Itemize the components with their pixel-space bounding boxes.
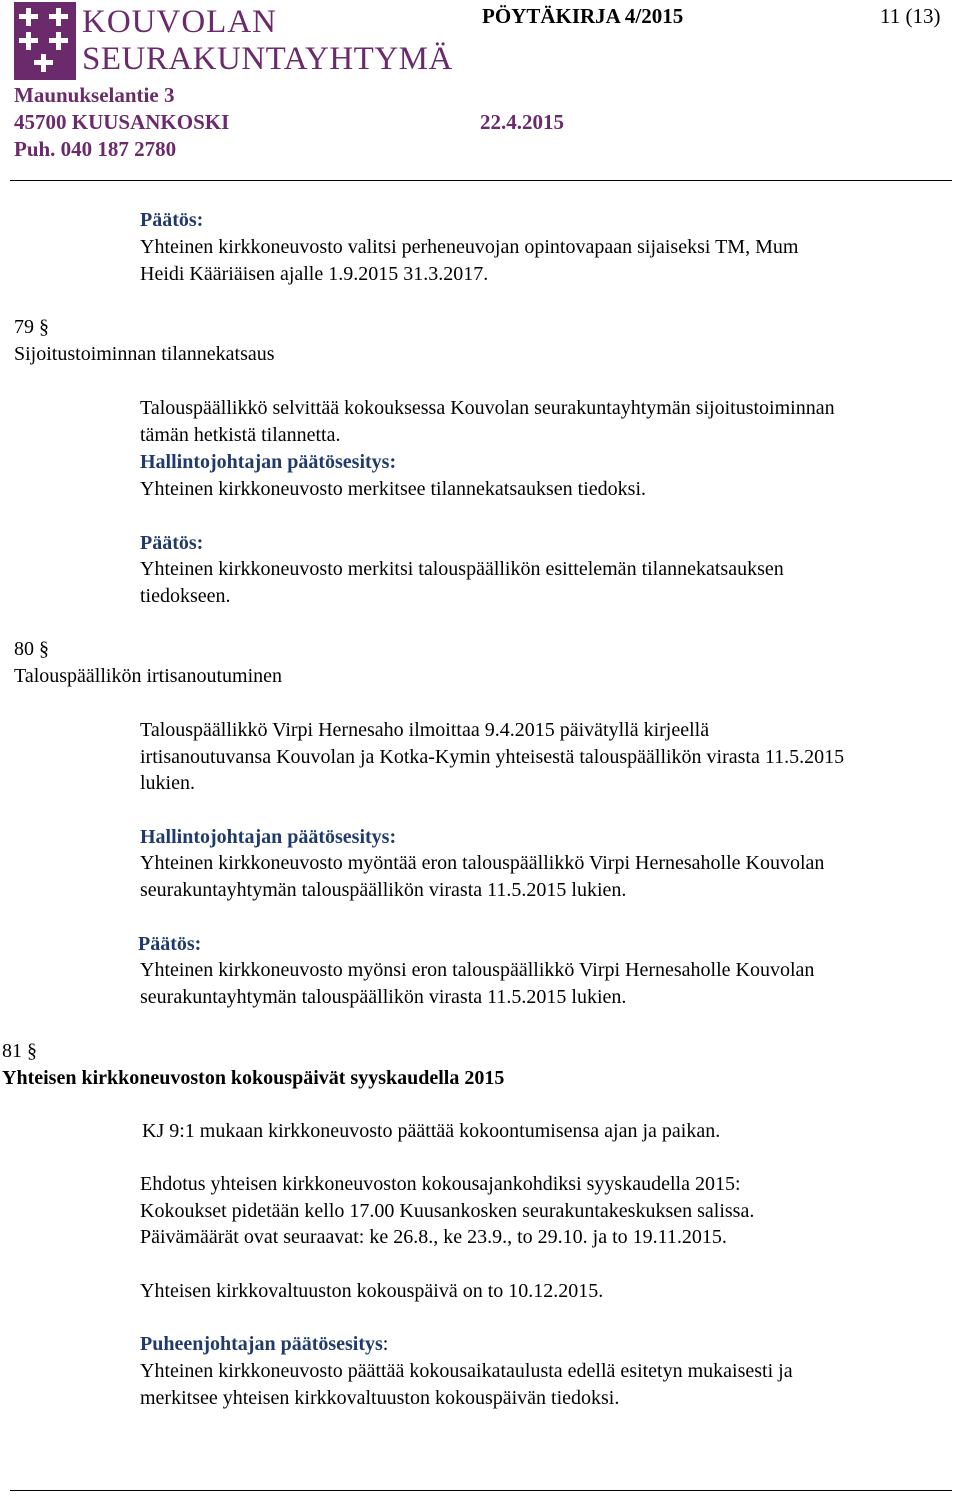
section-80-proposal-label: Hallintojohtajan päätösesitys: [140, 826, 397, 848]
section-80-decision-line1: Yhteinen kirkkoneuvosto myönsi eron talouspäällikkö Virpi Hernesaholle Kouvolan [140, 959, 815, 981]
prev-decision-label: Päätös: [140, 209, 204, 231]
section-81-chair-line1: Yhteinen kirkkoneuvosto päättää kokousaikataulusta edellä esitetyn mukaisesti ja [140, 1360, 793, 1382]
phone: Puh. 040 187 2780 [14, 137, 177, 161]
section-81-chair-heading [140, 1331, 388, 1358]
footer-divider [10, 1490, 952, 1491]
section-79-proposal-label: Hallintojohtajan päätösesitys: [140, 451, 397, 473]
header-divider [10, 180, 952, 181]
section-80-decision-label: Päätös: [138, 933, 202, 955]
section-79-number: 79 § [14, 316, 49, 338]
section-80-intro-line3: lukien. [140, 772, 195, 794]
prev-decision-line1: Yhteinen kirkkoneuvosto valitsi perheneuvojan opintovapaan sijaiseksi TM, Mum [140, 236, 799, 258]
section-81-chair-line2: merkitsee yhteisen kirkkovaltuuston kokouspäivän tiedoksi. [140, 1387, 620, 1409]
section-81-number: 81 § [2, 1040, 37, 1062]
section-81-chair-colon: : [382, 1333, 389, 1355]
date: 22.4.2015 [480, 110, 564, 134]
section-79-decision-label: Päätös: [140, 532, 204, 554]
section-79-decision-line1: Yhteinen kirkkoneuvosto merkitsi talouspäällikön esittelemän tilannekatsauksen [140, 558, 784, 580]
section-80-intro-line1: Talouspäällikkö Virpi Hernesaho ilmoittaa 9.4.2015 päivätyllä kirjeellä [140, 719, 710, 741]
logo-line1: KOUVOLAN [82, 4, 277, 40]
section-81-proposal-line3: Päivämäärät ovat seuraavat: ke 26.8., ke 23.9., to 29.10. ja to 19.11.2015. [140, 1226, 727, 1248]
section-80-number: 80 § [14, 638, 49, 660]
section-79-proposal-line1: Yhteinen kirkkoneuvosto merkitsee tilannekatsauksen tiedoksi. [140, 478, 646, 500]
section-79-intro-line1: Talouspäällikkö selvittää kokouksessa Kouvolan seurakuntayhtymän sijoitustoiminnan [140, 397, 835, 419]
section-80-proposal-line2: seurakuntayhtymän talouspäällikön virasta 11.5.2015 lukien. [140, 879, 627, 901]
doc-title: PÖYTÄKIRJA 4/2015 [482, 4, 684, 28]
section-79-title: Sijoitustoiminnan tilannekatsaus [14, 343, 275, 365]
section-81-proposal-line2: Kokoukset pidetään kello 17.00 Kuusankosken seurakuntakeskuksen salissa. [140, 1200, 755, 1222]
page-number: 11 (13) [880, 4, 941, 28]
section-81-proposal-line1: Ehdotus yhteisen kirkkoneuvoston kokousajankohdiksi syyskaudella 2015: [140, 1173, 741, 1195]
section-80-decision-line2: seurakuntayhtymän talouspäällikön virasta 11.5.2015 lukien. [140, 986, 627, 1008]
section-80-title: Talouspäällikön irtisanoutuminen [14, 665, 282, 687]
section-81-chair-label: Puheenjohtajan päätösesitys [140, 1333, 383, 1355]
section-79-intro-line2: tämän hetkistä tilannetta. [140, 424, 341, 446]
section-80-intro-line2: irtisanoutuvansa Kouvolan ja Kotka-Kymin yhteisestä talouspäällikön virasta 11.5.2015 [140, 746, 845, 768]
section-81-council-line: Yhteisen kirkkovaltuuston kokouspäivä on to 10.12.2015. [140, 1280, 604, 1302]
section-79-decision-line2: tiedokseen. [140, 585, 231, 607]
cross-emblem-icon [14, 2, 76, 80]
address-street: Maunukselantie 3 [14, 83, 175, 107]
logo-line2: SEURAKUNTAYHTYMÄ [82, 41, 453, 77]
logo [14, 2, 454, 82]
prev-decision-line2: Heidi Kääriäisen ajalle 1.9.2015 31.3.2017. [140, 263, 489, 285]
section-81-title: Yhteisen kirkkoneuvoston kokouspäivät syyskaudella 2015 [2, 1067, 505, 1089]
section-80-proposal-line1: Yhteinen kirkkoneuvosto myöntää eron talouspäällikkö Virpi Hernesaholle Kouvolan [140, 852, 825, 874]
address-city: 45700 KUUSANKOSKI [14, 110, 230, 134]
section-81-kj-line: KJ 9:1 mukaan kirkkoneuvosto päättää kokoontumisensa ajan ja paikan. [142, 1120, 721, 1142]
